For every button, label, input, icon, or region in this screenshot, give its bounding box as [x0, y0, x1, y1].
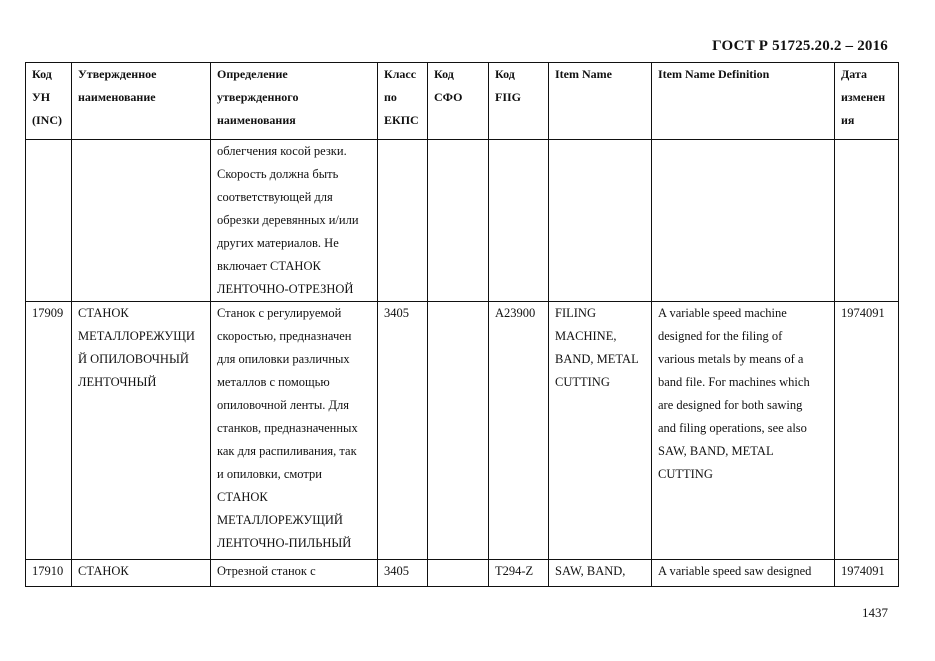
- cell-item-name-definition: A variable speed machine designed for the filing of various metals by means of a band file. For machines which are designed for both sawing and filing operations, see also SAW, BAND, METAL CUTTING: [652, 302, 835, 560]
- cell-approved-name: СТАНОК МЕТАЛЛОРЕЖУЩИ Й ОПИЛОВОЧНЫЙ ЛЕНТОЧНЫЙ: [72, 302, 211, 560]
- header-item-name-definition: Item Name Definition: [652, 63, 835, 140]
- cell-fiig-code: [489, 140, 549, 302]
- cell-item-name-definition: [652, 140, 835, 302]
- document-standard-title: ГОСТ Р 51725.20.2 – 2016: [712, 38, 888, 54]
- header-name-definition: Определение утвержденного наименования: [211, 63, 378, 140]
- table-row: [26, 302, 899, 560]
- cell-approved-name: СТАНОК: [72, 560, 211, 587]
- header-approved-name: Утвержденное наименование: [72, 63, 211, 140]
- item-name-table: [25, 62, 899, 587]
- cell-name-definition: облегчения косой резки. Скорость должна быть соответствующей для обрезки деревянных и/или других материалов. Не включает СТАНОК ЛЕНТОЧНО-ОТРЕЗНОЙ: [211, 140, 378, 302]
- cell-sfo-code: [428, 302, 489, 560]
- cell-inc-code: 17910: [26, 560, 72, 587]
- cell-change-date: [835, 140, 899, 302]
- header-sfo-code: Код СФО: [428, 63, 489, 140]
- header-fiig-code: Код FIIG: [489, 63, 549, 140]
- table-row: [26, 140, 899, 302]
- header-ekps-class: Класс по ЕКПС: [378, 63, 428, 140]
- cell-inc-code: 17909: [26, 302, 72, 560]
- cell-item-name: [549, 140, 652, 302]
- cell-inc-code: [26, 140, 72, 302]
- cell-ekps-class: 3405: [378, 560, 428, 587]
- table-header-row: [26, 63, 899, 140]
- cell-fiig-code: T294-Z: [489, 560, 549, 587]
- cell-sfo-code: [428, 140, 489, 302]
- table-row: [26, 560, 899, 587]
- page-number: 1437: [862, 605, 888, 620]
- cell-fiig-code: A23900: [489, 302, 549, 560]
- header-inc-code: Код УН (INC): [26, 63, 72, 140]
- cell-name-definition: Станок с регулируемой скоростью, предназначен для опиловки различных металлов с помощью опиловочной ленты. Для станков, предназначенных как для распиливания, так и опиловки, смотри СТАНОК МЕТАЛЛОРЕЖУЩИЙ ЛЕНТОЧНО-ПИЛЬНЫЙ: [211, 302, 378, 560]
- cell-approved-name: [72, 140, 211, 302]
- cell-sfo-code: [428, 560, 489, 587]
- cell-ekps-class: [378, 140, 428, 302]
- cell-item-name-definition: A variable speed saw designed: [652, 560, 835, 587]
- cell-ekps-class: 3405: [378, 302, 428, 560]
- cell-item-name: SAW, BAND,: [549, 560, 652, 587]
- cell-change-date: 1974091: [835, 560, 899, 587]
- cell-change-date: 1974091: [835, 302, 899, 560]
- cell-name-definition: Отрезной станок с: [211, 560, 378, 587]
- cell-item-name: FILING MACHINE, BAND, METAL CUTTING: [549, 302, 652, 560]
- header-item-name: Item Name: [549, 63, 652, 140]
- header-change-date: Дата изменен ия: [835, 63, 899, 140]
